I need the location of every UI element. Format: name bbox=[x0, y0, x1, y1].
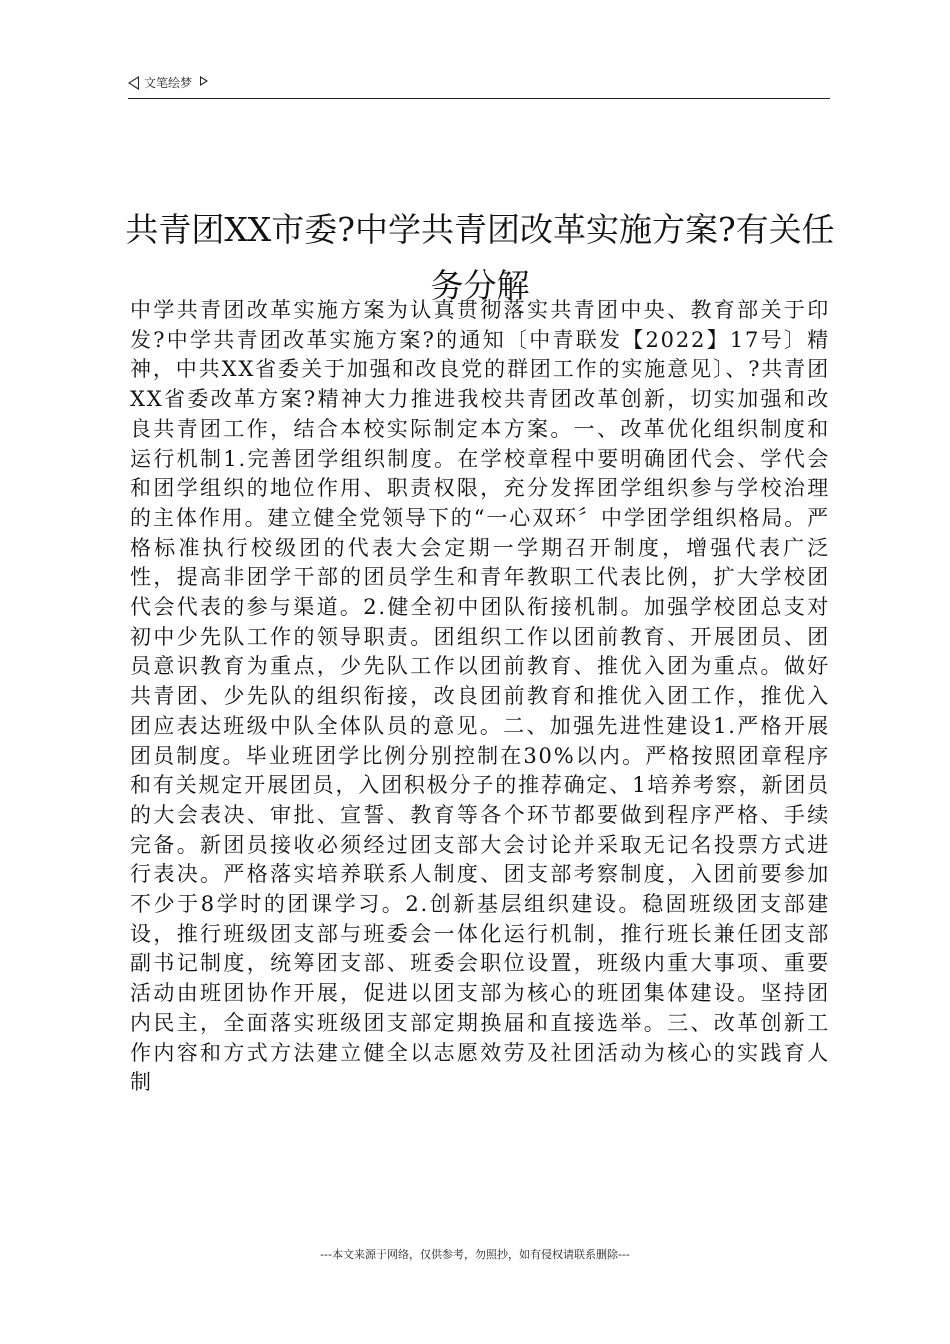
triangle-right-icon bbox=[200, 76, 208, 86]
footer-notice: ---本文来源于网络，仅供参考，勿照抄，如有侵权请联系删除--- bbox=[320, 1248, 630, 1261]
triangle-left-icon bbox=[128, 76, 139, 90]
brand-name: 文笔绘梦 bbox=[144, 76, 193, 90]
page-header bbox=[128, 74, 830, 99]
brand bbox=[128, 74, 208, 92]
document-title: 共青团XX市委?中学共青团改革实施方案?有关任务分解 bbox=[125, 210, 835, 306]
document-body: 中学共青团改革实施方案为认真贯彻落实共青团中央、教育部关于印发?中学共青团改革实施方案?的通知〔中青联发【2022】17号〕精神，中共XX省委关于加强和改良党的群团工作的实施意见〕、?共青团XX省委改革方案?精神大力推进我校共青团改革创新，切实加强和改良共青团工作，结合本校实际制定本方案。一、改革优化组织制度和运行机制1.完善团学组织制度。在学校章程中要明确团代会、学代会和团学组织的地位作用、职责权限，充分发挥团学组织参与学校治理的主体作用。建立健全党领导下的“一心双环〞中学团学组织格局。严格标准执行校级团的代表大会定期一学期召开制度，增强代表广泛性，提高非团学干部的团员学生和青年教职工代表比例，扩大学校团代会代表的参与渠道。2.健全初中团队衔接机制。加强学校团总支对初中少先队工作的领导职责。团组织工作以团前教育、开展团员、团员意识教育为重点，少先队工作以团前教育、推优入团为重点。做好共青团、少先队的组织衔接，改良团前教育和推优入团工作，推优入团应表达班级中队全体队员的意见。二、加强先进性建设1.严格开展团员制度。毕业班团学比例分别控制在30%以内。严格按照团章程序和有关规定开展团员，入团积极分子的推荐确定、1培养考察，新团员的大会表决、审批、宣誓、教育等各个环节都要做到程序严格、手续完备。新团员接收必须经过团支部大会讨论并采取无记名投票方式进行表决。严格落实培养联系人制度、团支部考察制度，入团前要参加不少于8学时的团课学习。2.创新基层组织建设。稳固班级团支部建设，推行班级团支部与班委会一体化运行机制，推行班长兼任团支部副书记制度，统筹团支部、班委会职位设置，班级内重大事项、重要活动由班团协作开展，促进以团支部为核心的班团集体建设。坚持团内民主，全面落实班级团支部定期换届和直接选举。三、改革创新工作内容和方式方法建立健全以志愿效劳及社团活动为核心的实践育人制 bbox=[130, 298, 830, 1095]
